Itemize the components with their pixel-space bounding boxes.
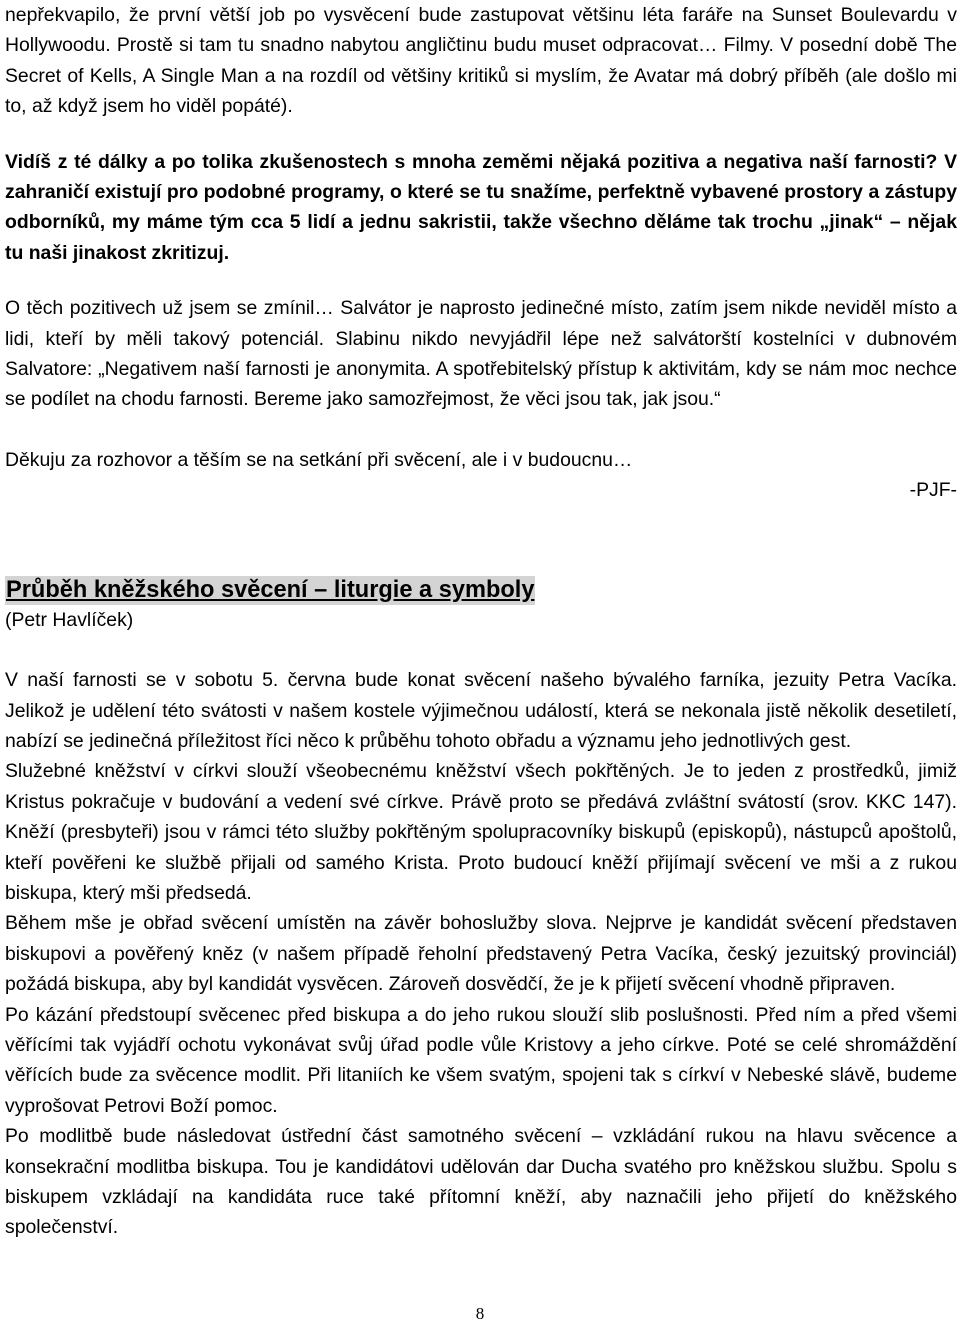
- spacer: [5, 506, 957, 576]
- article-author: (Petr Havlíček): [5, 608, 134, 631]
- page-number: 8: [475, 1304, 485, 1323]
- article-paragraph: Po kázání předstoupí svěcenec před biskupa a do jeho rukou slouží slib poslušnosti. Před ním a před všemi věřícími tak vyjádří ochotu vykonávat svůj úřad podle vůle Kristovy a jeho církve. Poté se celé shromáždění věřících bude za svěcence modlit. Při litaniích ke všem svatým, spojeni tak s církví v Nebeské slávě, budeme vyprošovat Petrovi Boží pomoc.: [5, 1003, 957, 1117]
- intro-paragraph: nepřekvapilo, že první větší job po vysvěcení bude zastupovat většinu léta faráře na Sunset Boulevardu v Hollywoodu. Prostě si tam tu snadno nabytou angličtinu budu muset odpracovat… Filmy. V posední době The Secret of Kells, A Single Man a na rozdíl od většiny kritiků si myslím, že Avatar má dobrý příběh (ale došlo mi to, až když jsem ho viděl popáté).: [5, 4, 957, 118]
- spacer: [5, 122, 957, 147]
- interview-question: Vidíš z té dálky a po tolika zkušenostech s mnoha zeměmi nějaká pozitiva a negativa naší farnosti?: [5, 150, 938, 173]
- article-heading: [5, 576, 957, 605]
- closing-thanks: Děkuju za rozhovor a těším se na setkání při svěcení, ale i v budoucnu…: [5, 448, 633, 471]
- article-title: Průběh kněžského svěcení – liturgie a symboly: [6, 576, 535, 603]
- author-signature: -PJF-: [909, 479, 957, 502]
- spacer: [5, 415, 957, 445]
- article-paragraph: Služebné kněžství v církvi slouží všeobecnému kněžství všech pokřtěných. Je to jeden z prostředků, jimiž Kristus pokračuje v budování a vedení své církve. Právě proto se předává zvláštní svátostí (srov. KKC 147). Kněží (presbyteři) jsou v rámci této služby pokřtěným spolupracovníky biskupů (episkopů), nástupců apoštolů, kteří pověřeni ke službě přijali od samého Krista. Proto budoucí kněží přijímají svěcení ve mši a z rukou biskupa, který mši předsedá.: [5, 760, 957, 904]
- interview-answer-bold: V zahraničí existují pro podobné programy, o které se tu snažíme, perfektně vybavené prostory a zástupy odborníků, my máme tým cca 5 lidí a jednu sakristii, takže všechno děláme tak trochu „jinak“ – nějak tu naši jinakost zkritizuj.: [5, 150, 958, 264]
- article-paragraph: V naší farnosti se v sobotu 5. června bude konat svěcení našeho bývalého farníka, jezuity Petra Vacíka. Jelikož je udělení této svátosti v našem kostele výjimečnou událostí, která se nekonala jistě několik desetiletí, nabízí se jedinečná příležitost říci něco k průběhu tohoto obřadu a významu jeho jednotlivých gest.: [5, 669, 957, 752]
- spacer: [5, 268, 957, 293]
- article-paragraph: Po modlitbě bude následovat ústřední část samotného svěcení – vzkládání rukou na hlavu svěcence a konsekrační modlitba biskupa. Tou je kandidátovi udělován dar Ducha svatého pro kněžskou službu. Spolu s biskupem vzkládají na kandidáta ruce také přítomní kněží, aby naznačili jeho přijetí do kněžského společenství.: [5, 1125, 957, 1239]
- article-paragraph: Během mše je obřad svěcení umístěn na závěr bohoslužby slova. Nejprve je kandidát svěcení představen biskupovi a pověřený kněz (v našem případě řeholní představený Petra Vacíka, český jezuitský provinciál) požádá biskupa, aby byl kandidát vysvěcen. Zároveň dosvědčí, že je k přijetí svěcení vhodně připraven.: [5, 912, 957, 996]
- interview-question-and-answer: [5, 147, 957, 269]
- interview-answer: O těch pozitivech už jsem se zmínil… Salvátor je naprosto jedinečné místo, zatím jsem nikde neviděl místo a lidi, kteří by měli takový potenciál. Slabinu nikdo nevyjádřil lépe než salvátorští kostelníci v dubnovém Salvatore: „Negativem naší farnosti je anonymita. A spotřebitelský přístup k aktivitám, kdy se nám moc nechce se podílet na chodu farnosti. Bereme jako samozřejmost, že věci jsou tak, jak jsou.“: [5, 297, 957, 411]
- spacer: [5, 635, 957, 665]
- document-page: [5, 0, 957, 1243]
